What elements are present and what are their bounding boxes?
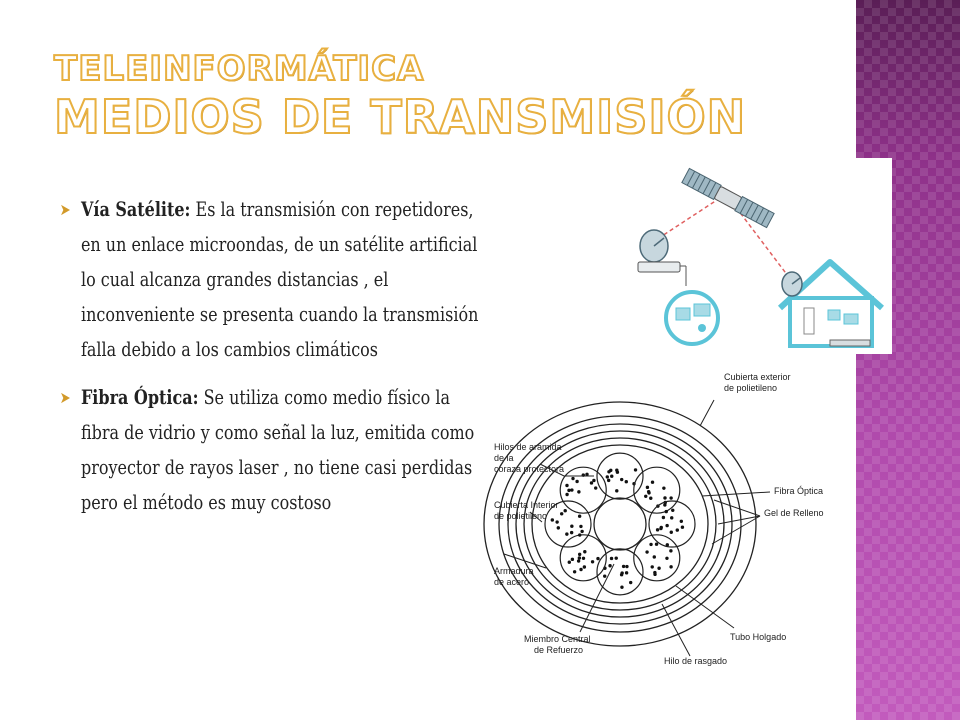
optical-fiber-dot	[570, 488, 573, 491]
bullet-list	[58, 192, 479, 533]
optical-fiber-dot	[578, 533, 581, 536]
optical-fiber-dot	[565, 484, 568, 487]
label-optical-fiber: Fibra Óptica	[774, 486, 824, 496]
label-loose-tube: Tubo Holgado	[730, 632, 787, 642]
optical-fiber-dot	[646, 486, 649, 489]
central-member	[594, 498, 646, 550]
label-armor: Armadura de acero	[494, 566, 534, 587]
optical-fiber-dot	[578, 553, 581, 556]
optical-fiber-dot	[615, 556, 618, 559]
label-central-member: Miembro Central de Refuerzo	[524, 634, 591, 655]
optical-fiber-dot	[634, 468, 637, 471]
optical-fiber-dot	[625, 565, 628, 568]
bullet-satellite	[58, 192, 483, 367]
optical-fiber-dot	[607, 470, 610, 473]
arrow-bullet-icon: ➤	[59, 388, 71, 407]
satellite-dish-icon	[638, 230, 686, 286]
house-icon	[780, 262, 882, 346]
optical-fiber-dot	[669, 496, 672, 499]
optical-fiber-dot	[662, 486, 665, 489]
optical-fiber-dot	[669, 565, 672, 568]
optical-fiber-dot	[665, 510, 668, 513]
optical-fiber-dot	[591, 560, 594, 563]
optical-fiber-dot	[680, 520, 683, 523]
optical-fiber-dot	[615, 468, 618, 471]
bullet-text: Se utiliza como medio físico la fibra de vidrio y como señal la luz, emitida como proyector de rayos laser , no tiene casi perdidas pero el método es muy costoso	[80, 386, 475, 514]
optical-fiber-dot	[567, 489, 570, 492]
optical-fiber-dot	[665, 524, 668, 527]
optical-fiber-dot	[551, 518, 554, 521]
optical-fiber-dot	[651, 565, 654, 568]
optical-fiber-dot	[671, 509, 674, 512]
optical-fiber-dot	[656, 528, 659, 531]
optical-fiber-dot	[670, 516, 673, 519]
optical-fiber-dot	[644, 495, 647, 498]
optical-fiber-dot	[592, 479, 595, 482]
leader-lines	[504, 400, 770, 656]
optical-fiber-dot	[607, 479, 610, 482]
optical-fiber-dot	[557, 526, 560, 529]
label-gel: Gel de Relleno	[764, 508, 824, 518]
loose-tubes	[545, 453, 695, 595]
optical-fiber-dot	[571, 558, 574, 561]
optical-fiber-dot	[575, 480, 578, 483]
optical-fiber-dot	[577, 490, 580, 493]
bullet-fiber	[58, 380, 483, 520]
computer-icon	[666, 292, 718, 344]
optical-fiber-dot	[653, 555, 656, 558]
optical-fiber-dot	[615, 489, 618, 492]
optical-fiber-dot	[625, 480, 628, 483]
bullet-term: Fibra Óptica:	[80, 386, 199, 409]
title-line-2: MEDIOS DE TRANSMISIÓN	[54, 90, 747, 144]
optical-fiber-dot	[560, 512, 563, 515]
optical-fiber-dot	[651, 481, 654, 484]
optical-fiber-dot	[568, 561, 571, 564]
optical-fiber-dot	[594, 486, 597, 489]
title-line-1: TELEINFORMÁTICA	[54, 49, 425, 89]
optical-fiber-dot	[620, 571, 623, 574]
optical-fiber-dot	[653, 573, 656, 576]
optical-fiber-dot	[620, 478, 623, 481]
optical-fiber-dot	[583, 550, 586, 553]
optical-fiber-dot	[629, 581, 632, 584]
optical-fiber-dot	[596, 557, 599, 560]
optical-fiber-dot	[670, 531, 673, 534]
optical-fiber-dot	[606, 475, 609, 478]
label-inner-cover: Cubierta Interior de polietileno	[494, 500, 559, 521]
optical-fiber-dot	[649, 497, 652, 500]
optical-fiber-dot	[608, 564, 611, 567]
optical-fiber-dot	[570, 531, 573, 534]
signal-link	[662, 198, 720, 236]
optical-fiber-dot	[657, 567, 660, 570]
optical-fiber-dot	[565, 493, 568, 496]
optical-fiber-dot	[666, 543, 669, 546]
optical-fiber-dot	[655, 543, 658, 546]
optical-fiber-dot	[620, 586, 623, 589]
optical-fiber-dot	[578, 515, 581, 518]
optical-fiber-dot	[610, 475, 613, 478]
optical-fiber-dot	[555, 520, 558, 523]
arrow-bullet-icon: ➤	[59, 200, 71, 219]
loose-tube	[597, 453, 643, 499]
optical-fiber-dot	[663, 496, 666, 499]
optical-fiber-dot	[665, 557, 668, 560]
optical-fiber-dot	[610, 557, 613, 560]
optical-fiber-dot	[582, 557, 585, 560]
optical-fiber-dot	[681, 526, 684, 529]
cable-cross-section	[484, 402, 756, 646]
optical-fiber-dot	[580, 530, 583, 533]
optical-fiber-dot	[573, 570, 576, 573]
optical-fiber-dot	[649, 543, 652, 546]
optical-fiber-dot	[583, 565, 586, 568]
fiber-optic-diagram	[468, 364, 842, 674]
optical-fiber-dot	[647, 490, 650, 493]
optical-fiber-dot	[565, 532, 568, 535]
optical-fiber-dot	[563, 509, 566, 512]
optical-fiber-dot	[579, 525, 582, 528]
optical-fiber-dot	[570, 525, 573, 528]
slide-title	[54, 49, 747, 144]
optical-fiber-dot	[625, 571, 628, 574]
label-rip-cord: Hilo de rasgado	[664, 656, 728, 666]
optical-fiber-dot	[645, 550, 648, 553]
optical-fiber-dot	[571, 477, 574, 480]
optical-fiber-dot	[578, 556, 581, 559]
satellite-icon	[682, 168, 774, 227]
optical-fiber-dot	[577, 559, 580, 562]
optical-fiber-dot	[660, 526, 663, 529]
bullet-text: Es la transmisión con repetidores, en un enlace microondas, de un satélite artificial lo cual alcanza grandes distancias , el inconveniente se presenta cuando la transmisión falla debido a los cambios climáticos	[80, 198, 479, 361]
optical-fiber-dot	[579, 568, 582, 571]
optical-fiber-dot	[622, 565, 625, 568]
label-aramid: Hilos de aramida de la coraza protectora	[494, 442, 565, 474]
optical-fiber-dot	[676, 528, 679, 531]
optical-fiber-dot	[603, 574, 606, 577]
optical-fiber-dot	[590, 481, 593, 484]
label-outer-cover: Cubierta exterior de polietileno	[724, 372, 791, 393]
optical-fiber-dot	[662, 516, 665, 519]
bullet-term: Vía Satélite:	[80, 198, 191, 221]
loose-tube	[597, 549, 643, 595]
satellite-illustration	[620, 158, 892, 354]
decorative-side-band	[856, 0, 960, 720]
optical-fiber-dot	[669, 549, 672, 552]
